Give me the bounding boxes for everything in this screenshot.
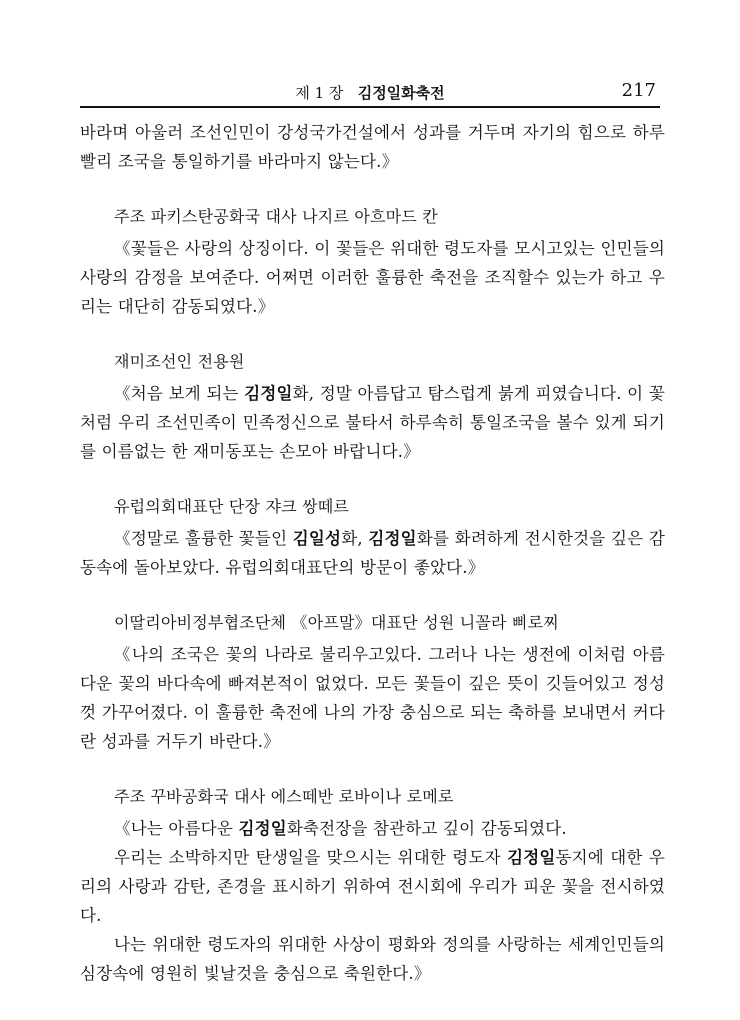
quote-cuba-p3: 나는 위대한 령도자의 위대한 사상이 평화와 정의를 사랑하는 세계인민들의 심장속에 영원히 빛날것을 충심으로 축원한다.》 [80,935,665,983]
quote-usa-part2: 화, 정말 아름답고 탐스럽게 붉게 피였습니다. 이 꽃처럼 우리 조선민족이 민족정신으로 불타서 하루속히 통일조국을 볼수 있게 되기를 이름없는 한 재미동포는 손모아 바랍니다.》 [80,384,665,461]
name-kim-jong-il: 김정일 [244,384,293,403]
speaker-cuba: 주조 꾸바공화국 대사 에스떼반 로바이나 로메로 [114,787,454,806]
quote-cuba-p1-part1: 《나는 아름다운 [114,819,239,838]
quote-usa [80,379,665,466]
quote-cuba-p2 [80,843,665,930]
name-kim-jong-il: 김정일 [507,848,556,867]
chapter-label: 제 1 장 [295,84,344,102]
body-text [80,118,665,988]
running-header [80,82,660,108]
name-kim-jong-il: 김정일 [238,819,287,838]
quote-cuba-p1 [80,814,665,843]
quote-europe-part1: 《정말로 훌륭한 꽃들인 [114,529,293,548]
page-number: 217 [621,80,656,101]
quote-europe [80,524,665,582]
chapter-title: 김정일화축전 [357,84,445,102]
quote-cuba-p2-part2: 동지에 대한 우리의 사랑과 감탄, 존경을 표시하기 위하여 전시회에 우리가 피운 꽃을 전시하였다. [80,848,665,925]
speaker-europe: 유럽의회대표단 단장 쟈크 쌍떼르 [114,497,350,516]
speaker-pakistan: 주조 파키스탄공화국 대사 나지르 아흐마드 칸 [114,207,438,226]
quote-cuba-p1-part2: 화축전장을 참관하고 깊이 감동되였다. [286,819,567,838]
chapter-heading [80,82,660,103]
quote-cuba-p2-part1: 우리는 소박하지만 탄생일을 맞으시는 위대한 령도자 [114,848,508,867]
quote-italy: 《나의 조국은 꽃의 나라로 불리우고있다. 그러나 나는 생전에 이처럼 아름다운 꽃의 바다속에 빠져본적이 없었다. 모든 꽃들이 깊은 뜻이 깃들어있고 정성껏 가꾸어졌다. 이 훌륭한 축전에 나의 가장 충심으로 되는 축하를 보내면서 커다란 성과를 거두기 바란다.》 [80,645,665,751]
name-kim-il-sung: 김일성 [292,529,342,548]
speaker-usa: 재미조선인 전용원 [114,352,245,371]
intro-paragraph: 바라며 아울러 조선인민이 강성국가건설에서 성과를 거두며 자기의 힘으로 하루빨리 조국을 통일하기를 바라마지 않는다.》 [80,123,665,171]
quote-usa-part1: 《처음 보게 되는 [114,384,245,403]
quote-europe-part2: 화, [341,529,369,548]
quote-europe-part3: 화를 화려하게 전시한것을 깊은 감동속에 돌아보았다. 유럽의회대표단의 방문이 좋았다.》 [80,529,665,577]
quote-pakistan: 《꽃들은 사랑의 상징이다. 이 꽃들은 위대한 령도자를 모시고있는 인민들의 사랑의 감정을 보여준다. 어쩌면 이러한 훌륭한 축전을 조직할수 있는가 하고 우리는 대단히 감동되였다.》 [80,239,665,316]
speaker-italy: 이딸리아비정부협조단체 《아프말》대표단 성원 니꼴라 삐로찌 [114,613,559,632]
name-kim-jong-il: 김정일 [368,529,417,548]
